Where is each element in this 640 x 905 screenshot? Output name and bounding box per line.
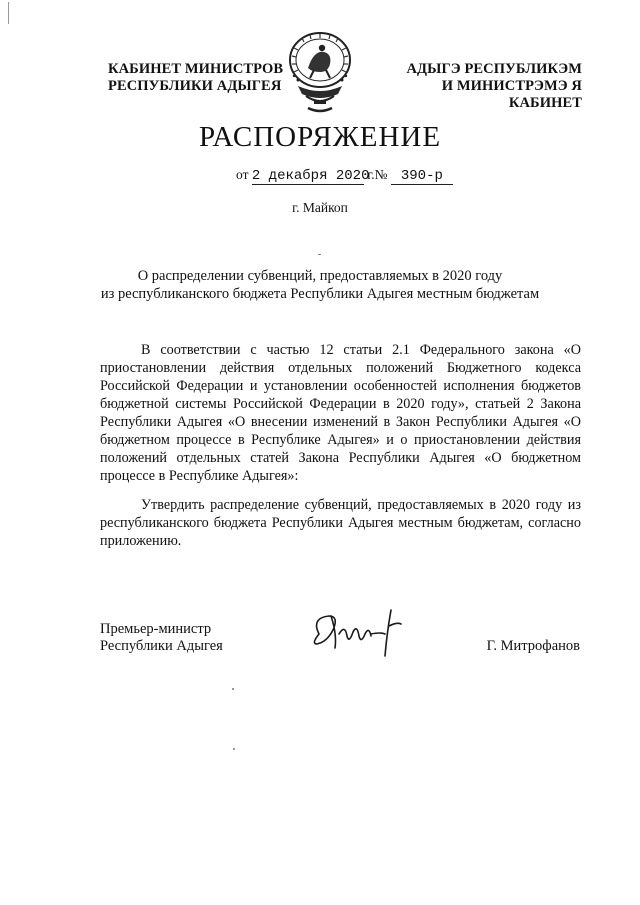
number-field: 390-р bbox=[391, 169, 453, 185]
scan-speck bbox=[318, 254, 321, 255]
document-type-title: РАСПОРЯЖЕНИЕ bbox=[198, 121, 442, 153]
date-number-line bbox=[236, 167, 453, 185]
scan-speck bbox=[232, 688, 234, 690]
header-left-line2: РЕСПУБЛИКИ АДЫГЕЯ bbox=[108, 78, 282, 94]
header-right-line2: И МИНИСТРЭМЭ Я КАБИНЕТ bbox=[441, 78, 582, 111]
header-right-line1: АДЫГЭ РЕСПУБЛИКЭМ bbox=[406, 61, 582, 77]
header-right bbox=[374, 61, 582, 112]
date-prefix: от bbox=[236, 167, 249, 182]
signatory-position-line2: Республики Адыгея bbox=[100, 638, 223, 654]
handwritten-signature bbox=[305, 604, 415, 660]
scan-speck bbox=[233, 748, 235, 750]
scan-edge-mark bbox=[8, 2, 9, 24]
city-line: г. Майкоп bbox=[292, 200, 348, 215]
date-field: 2 декабря 2020 bbox=[251, 168, 370, 184]
body-paragraph-2: Утвердить распределение субвенций, предоставляемых в 2020 году из республиканского бюджета Республики Адыгея местным бюджетам, согласно приложению. bbox=[100, 497, 581, 549]
subject-line1: О распределении субвенций, предоставляемых в 2020 году bbox=[137, 268, 503, 284]
signatory-name: Г. Митрофанов bbox=[486, 638, 580, 654]
year-suffix: г. bbox=[367, 167, 375, 182]
number-sign: № bbox=[374, 167, 388, 182]
signatory-position bbox=[100, 621, 223, 655]
subject-line2: из республиканского бюджета Республики Адыгея местным бюджетам bbox=[100, 286, 540, 302]
coat-of-arms-icon bbox=[284, 30, 356, 114]
header-left bbox=[108, 61, 283, 95]
subject-heading bbox=[60, 267, 580, 303]
header-left-line1: КАБИНЕТ МИНИСТРОВ bbox=[108, 61, 284, 77]
signatory-position-line1: Премьер-министр bbox=[100, 621, 212, 637]
body-paragraph-1: В соответствии с частью 12 статьи 2.1 Федерального закона «О приостановлении действия отдельных положений Бюджетного кодекса Российской Федерации и установлении особенностей исполнения бюджетов бюджетной системы Российской Федерации в 2020 году», статьей 2 Закона Республики Адыгея «О внесении изменений в Закон Республики Адыгея «О бюджетном процессе в Республике Адыгея» и о приостановлении действия положений отдельных статей Закона Республики Адыгея «О бюджетном процессе в Республике Адыгея»: bbox=[100, 342, 581, 484]
